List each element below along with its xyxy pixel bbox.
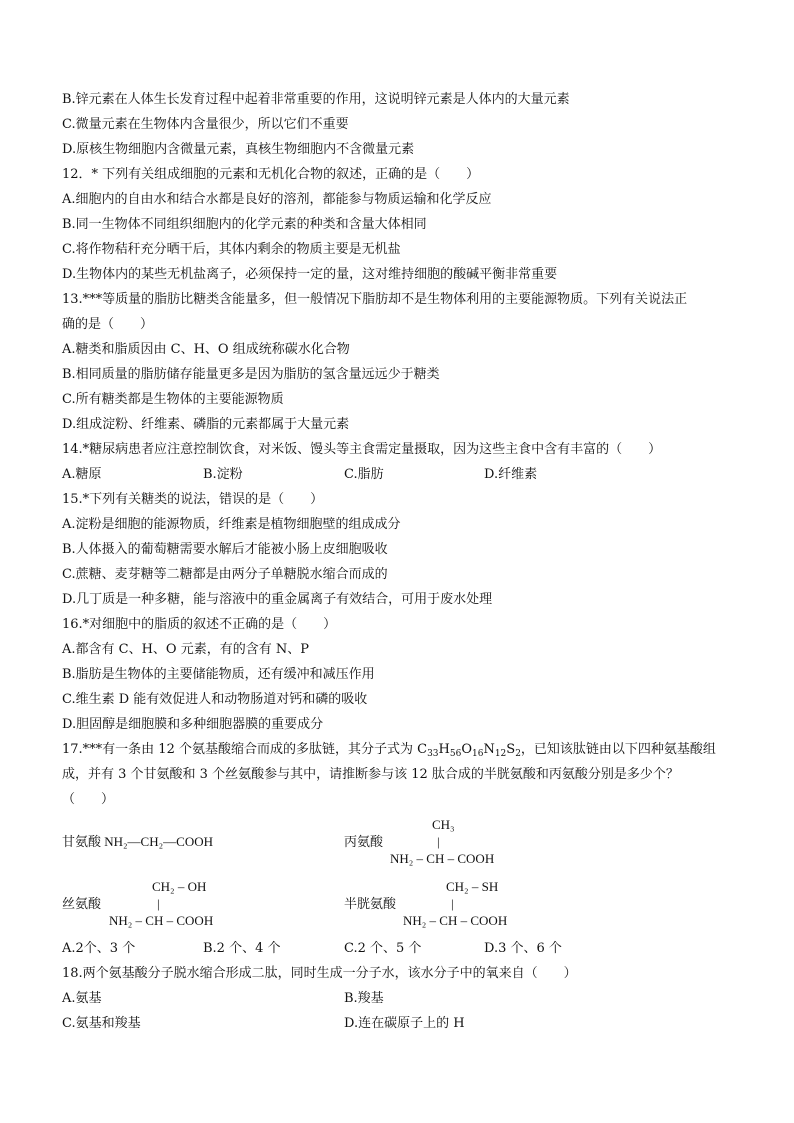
option-text: B.同一生物体不同组织细胞内的化学元素的种类和含量大体相同 — [62, 217, 427, 232]
molecular-formula: $C_{33}H_{56}O_{16}N_{12}S_2$ — [417, 742, 521, 759]
option-b: B.2 个、4 个 — [203, 941, 281, 956]
cysteine-bond: | — [451, 896, 454, 911]
option-text: C.维生素 D 能有效促进人和动物肠道对钙和磷的吸收 — [62, 692, 368, 707]
question-17-cont: 成，并有 3 个甘氨酸和 3 个丝氨酸参与其中，请推断参与该 12 肽合成的半胱氨酸和丙氨酸分别是多少个？ — [62, 767, 679, 782]
option-a: A.氨基 — [62, 991, 102, 1006]
option-text: D.组成淀粉、纤维素、磷脂的元素都属于大量元素 — [62, 417, 350, 432]
option-text: A.都含有 C、H、O 元素，有的含有 N、P — [62, 642, 309, 657]
question-15: 15.*下列有关糖类的说法，错误的是（ ） — [62, 492, 324, 507]
question-12: 12．* 下列有关组成细胞的元素和无机化合物的叙述，正确的是（ ） — [62, 167, 480, 182]
option-text: B.相同质量的脂肪储存能量更多是因为脂肪的氢含量远远少于糖类 — [62, 367, 440, 382]
option-c: C.2 个、5 个 — [344, 941, 422, 956]
option-text: B.人体摄入的葡萄糖需要水解后才能被小肠上皮细胞吸收 — [62, 542, 388, 557]
option-text: B.脂肪是生物体的主要储能物质，还有缓冲和减压作用 — [62, 667, 375, 682]
option-b: B.羧基 — [344, 991, 384, 1006]
question-13-cont: 确的是（ ） — [62, 317, 154, 332]
cysteine-backbone: NH₂ – CH – COOH — [403, 913, 508, 928]
option-text: A.糖类和脂质因由 C、H、O 组成统称碳水化合物 — [62, 342, 350, 357]
option-b: B.淀粉 — [203, 467, 243, 482]
question-13: 13.***等质量的脂肪比糖类含能量多，但一般情况下脂肪却不是生物体利用的主要能源物质。下列有关说法正 — [62, 292, 688, 307]
alanine-bond: | — [437, 834, 440, 849]
serine-bond: | — [157, 896, 160, 911]
serine-label: 丝氨酸 — [62, 896, 102, 911]
option-d: D.纤维素 — [484, 467, 538, 482]
question-16: 16.*对细胞中的脂质的叙述不正确的是（ ） — [62, 617, 337, 632]
option-text: D.原核生物细胞内含微量元素，真核生物细胞内不含微量元素 — [62, 142, 415, 157]
option-text: D.生物体内的某些无机盐离子，必须保持一定的量，这对维持细胞的酸碱平衡非常重要 — [62, 267, 558, 282]
option-text: A.淀粉是细胞的能源物质，纤维素是植物细胞壁的组成成分 — [62, 517, 401, 532]
option-text: C.所有糖类都是生物体的主要能源物质 — [62, 392, 284, 407]
serine-backbone: NH₂ – CH – COOH — [109, 913, 214, 928]
option-d: D.3 个、6 个 — [484, 941, 562, 956]
question-18: 18.两个氨基酸分子脱水缩合形成二肽，同时生成一分子水，该水分子中的氧来自（ ） — [62, 966, 577, 981]
alanine-label: 丙氨酸 — [344, 834, 384, 849]
question-17-paren: （ ） — [62, 792, 115, 807]
alanine-side-chain: CH₃ — [432, 817, 455, 832]
option-a: A.2个、3 个 — [62, 941, 136, 956]
option-c: C.脂肪 — [344, 467, 384, 482]
alanine-backbone: NH₂ – CH – COOH — [390, 851, 495, 866]
option-text: A.细胞内的自由水和结合水都是良好的溶剂，都能参与物质运输和化学反应 — [62, 192, 492, 207]
option-d: D.连在碳原子上的 H — [344, 1016, 465, 1031]
option-text: C.微量元素在生物体内含量很少，所以它们不重要 — [62, 117, 349, 132]
serine-side-chain: CH₂ – OH — [152, 879, 207, 894]
option-c: C.氨基和羧基 — [62, 1016, 141, 1031]
question-14: 14.*糖尿病患者应注意控制饮食，对米饭、馒头等主食需定量摄取，因为这些主食中含有丰富的（ ） — [62, 442, 662, 457]
cysteine-side-chain: CH₂ – SH — [446, 879, 499, 894]
option-text: C.将作物秸秆充分晒干后，其体内剩余的物质主要是无机盐 — [62, 242, 401, 257]
option-a: A.糖原 — [62, 467, 102, 482]
option-text: D.胆固醇是细胞膜和多种细胞器膜的重要成分 — [62, 717, 324, 732]
cysteine-label: 半胱氨酸 — [344, 896, 397, 911]
glycine-structure: 甘氨酸 NH₂—CH₂—COOH — [62, 834, 213, 849]
question-17: 17.***有一条由 12 个氨基酸缩合而成的多肽链，其分子式为 $C_{33}H_{56}O_{16}N_{12}S_2$，已知该肽链由以下四种氨基酸组 — [62, 742, 716, 759]
option-text: B.锌元素在人体生长发育过程中起着非常重要的作用，这说明锌元素是人体内的大量元素 — [62, 92, 570, 107]
option-text: D.几丁质是一种多糖，能与溶液中的重金属离子有效结合，可用于废水处理 — [62, 592, 493, 607]
option-text: C.蔗糖、麦芽糖等二糖都是由两分子单糖脱水缩合而成的 — [62, 567, 388, 582]
